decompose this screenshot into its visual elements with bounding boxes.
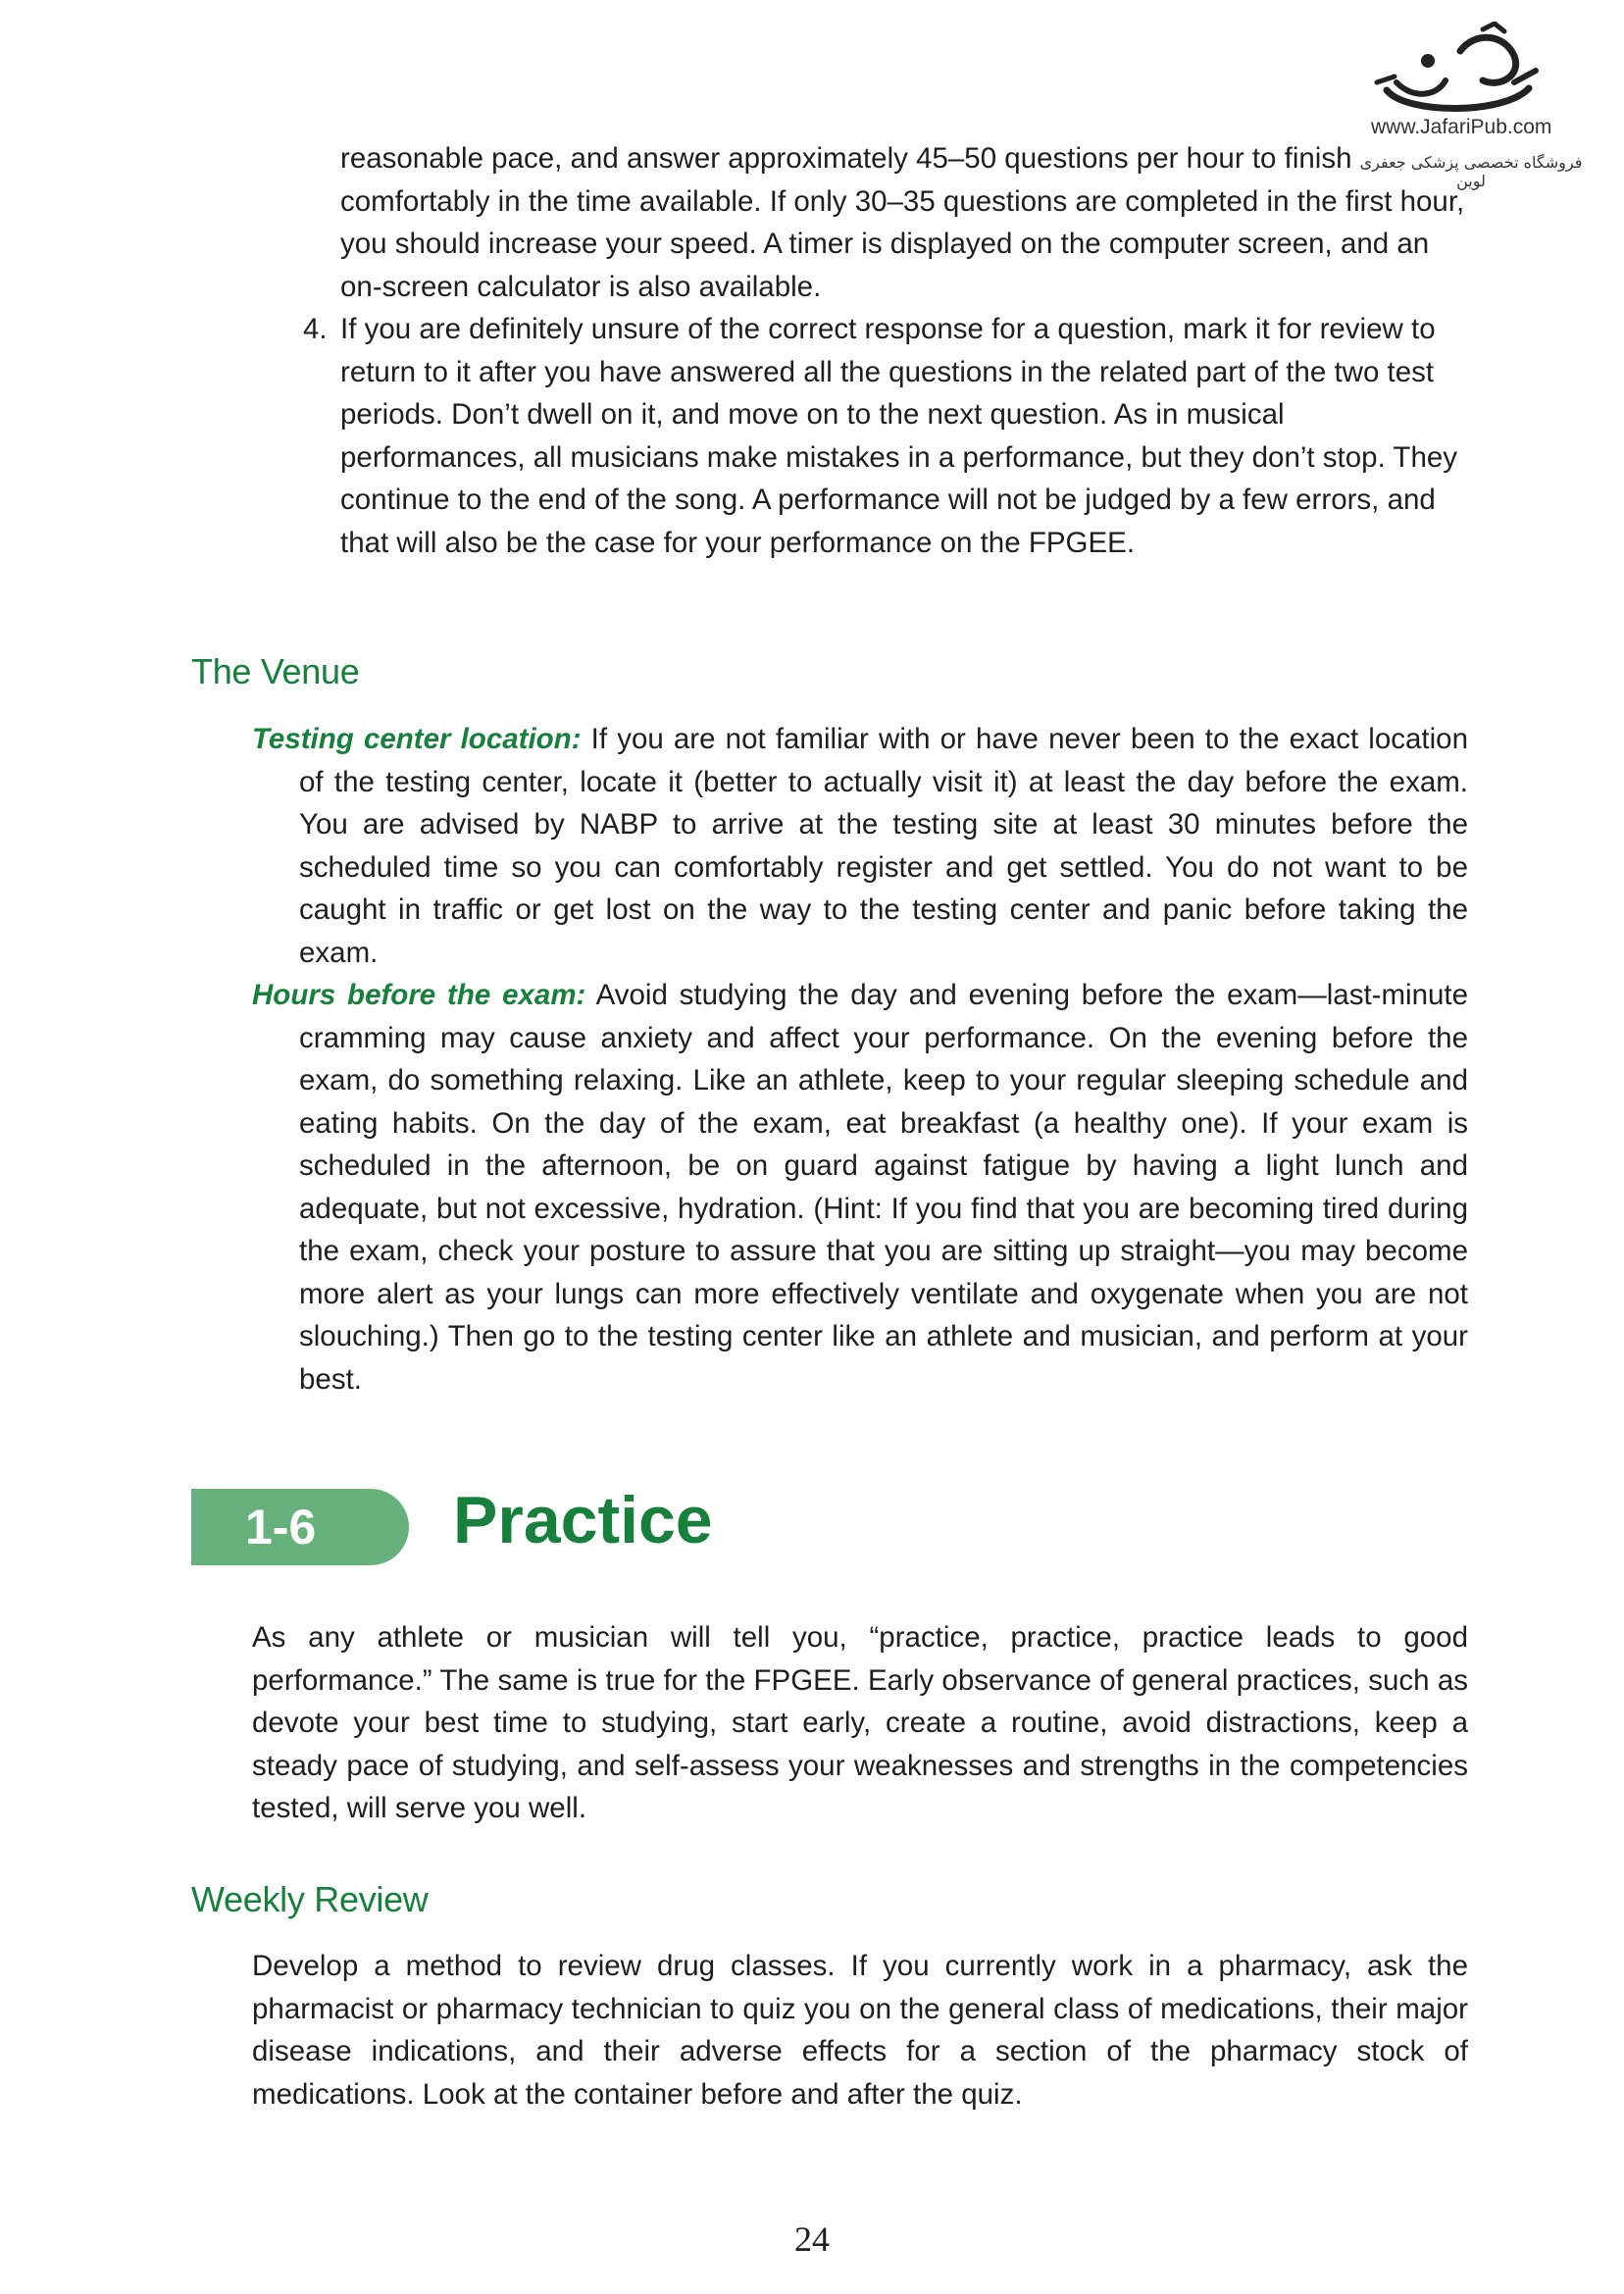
venue-heading: The Venue (191, 651, 360, 691)
list-item-4 (303, 308, 1470, 564)
weekly-review-paragraph: Develop a method to review drug classes. If you currently work in a pharmacy, ask the pharmacist or pharmacy technician to quiz you on the general class of medications, their major disease indications, and their adverse effects for a section of the pharmacy stock of medications. Look at the container before and after the quiz. (252, 1950, 1468, 2111)
numbered-list (303, 137, 1470, 564)
list-item-number: 4. (303, 313, 328, 345)
definition-term: Hours before the exam: (252, 979, 586, 1011)
list-item-3-continuation: reasonable pace, and answer approximately 45–50 questions per hour to finish comfortably in the time available. If only 30–35 questions are completed in the first hour, you should increase your speed. A timer is displayed on the computer screen, and an on-screen calculator is also available. (340, 142, 1465, 303)
publisher-subtitle: فروشگاه تخصصی پزشکی جعفری لوین (1359, 153, 1583, 190)
weekly-review-heading: Weekly Review (191, 1879, 429, 1919)
list-item-text: If you are definitely unsure of the correct response for a question, mark it for review to return to it after you have answered all the questions in the related part of the two test periods. Don’t dwell on it, and move on to the next question. As in musical performances, all musicians make mistakes in a performance, but they don’t stop. They continue to the end of the song. A performance will not be judged by a few errors, and that will also be the case for your performance on the FPGEE. (340, 313, 1458, 559)
definition-item (252, 974, 1468, 1401)
publisher-url: www.JafariPub.com (1371, 116, 1552, 138)
definition-text: If you are not familiar with or have never been to the exact location of the testing center, locate it (better to actually visit it) at least the day before the exam. You are advised by NABP to arrive at the testing site at least 30 minutes before the scheduled time so you can comfortably register and get settled. You do not want to be caught in traffic or get lost on the way to the testing center and panic before taking the exam. (299, 723, 1468, 969)
section-number-tab (191, 1489, 409, 1565)
definition-term: Testing center location: (252, 723, 582, 755)
section-title: Practice (453, 1483, 713, 1557)
page-number: 24 (794, 2219, 830, 2259)
practice-intro-paragraph: As any athlete or musician will tell you, “practice, practice, practice leads to good performance.” The same is true for the FPGEE. Early observance of general practices, such as devote your best time to studying, start early, create a routine, avoid distractions, keep a steady pace of studying, and self-assess your weaknesses and strengths in the competencies tested, will serve you well. (252, 1621, 1468, 1824)
publisher-logo-icon (1367, 22, 1544, 125)
definition-item (252, 718, 1468, 974)
venue-definitions (252, 718, 1468, 1401)
section-number: 1-6 (245, 1500, 317, 1555)
definition-text: Avoid studying the day and evening before the exam—last-minute cramming may cause anxiety and affect your performance. On the evening before the exam, do something relaxing. Like an athlete, keep to your regular sleeping schedule and eating habits. On the day of the exam, eat breakfast (a healthy one). If your exam is scheduled in the afternoon, be on guard against fatigue by having a light lunch and adequate, but not excessive, hydration. (Hint: If you find that you are becoming tired during the exam, check your posture to assure that you are sitting up straight—you may become more alert as your lungs can more effectively ventilate and oxygenate when you are not slouching.) Then go to the testing center like an athlete and musician, and perform at your best. (299, 979, 1469, 1396)
